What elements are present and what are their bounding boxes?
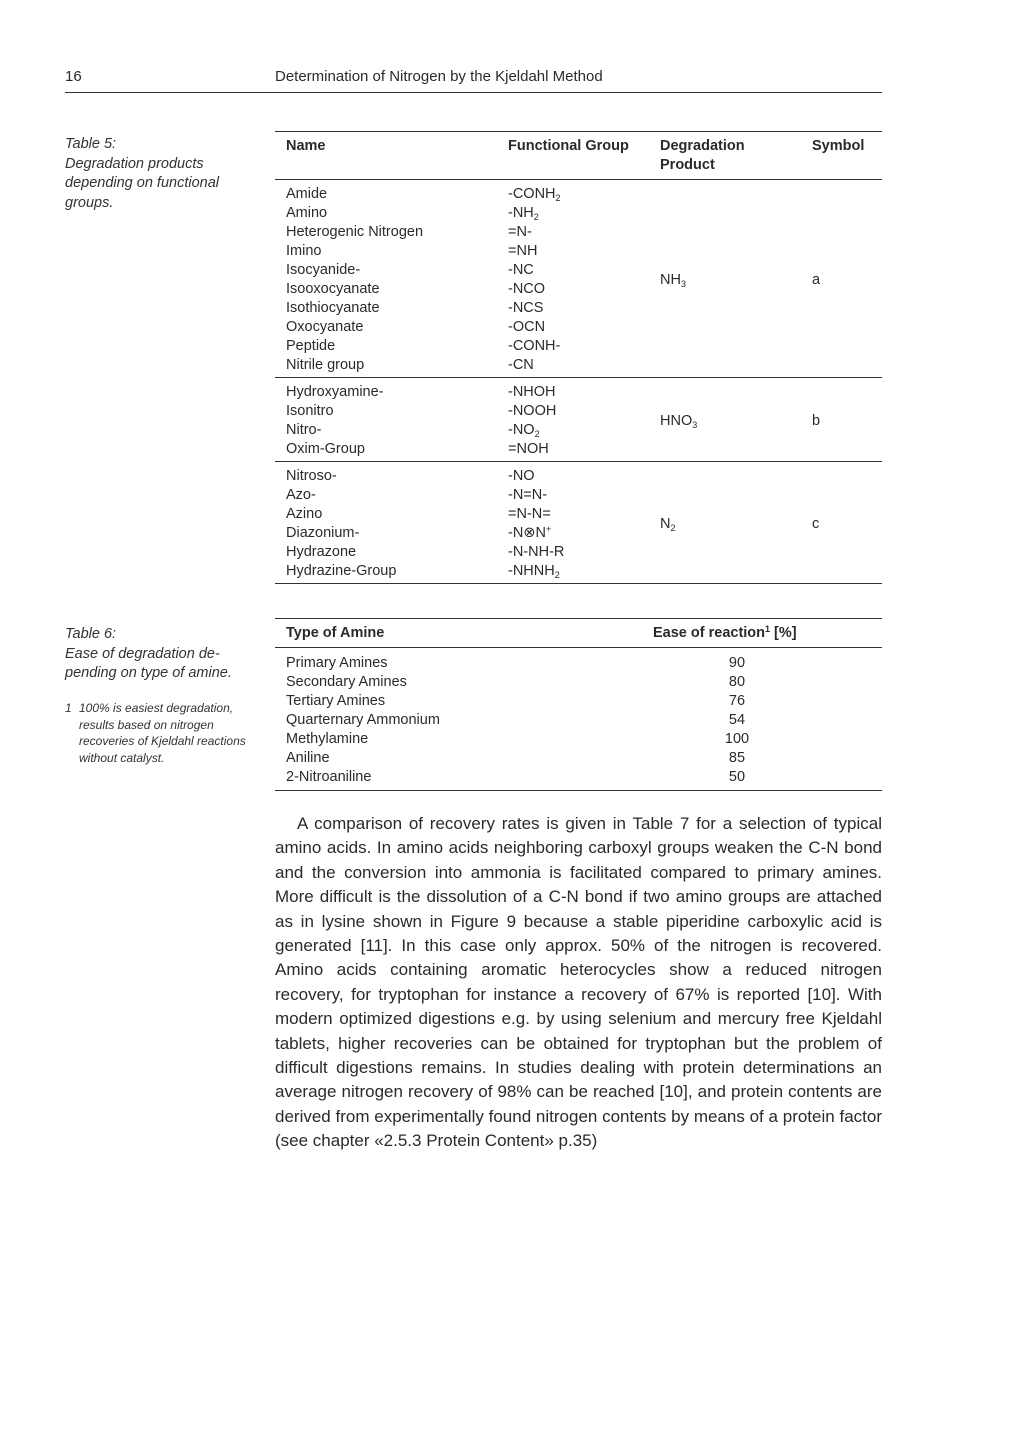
table6-body — [275, 648, 882, 791]
functional-group — [508, 486, 649, 505]
table-header-row — [275, 619, 882, 648]
product-sub: 3 — [680, 278, 686, 289]
compound-name: Isothiocyanate — [286, 300, 380, 316]
formula-main: -NHNH — [508, 563, 555, 579]
table-row — [275, 749, 882, 768]
table-row-group — [275, 378, 882, 462]
functional-group — [508, 280, 649, 299]
formula-main: -CONH — [508, 186, 556, 202]
compound-name: Azo- — [286, 487, 316, 503]
formula-main: -CN — [508, 357, 534, 373]
functional-group-cell — [497, 180, 649, 378]
ease-value: 80 — [728, 674, 746, 690]
formula-main: =N-N= — [508, 506, 551, 522]
table-row — [275, 648, 882, 674]
functional-group — [508, 356, 649, 375]
footnote-line: recoveries of Kjeldahl reactions — [79, 734, 246, 748]
compound-name: Amide — [286, 186, 328, 202]
amine-type: Tertiary Amines — [286, 693, 386, 709]
functional-group — [508, 440, 649, 459]
name-cell — [275, 180, 497, 378]
header-symbol: Symbol — [801, 132, 882, 180]
caption-line: Table 5: — [65, 136, 117, 152]
compound-name: Oxim-Group — [286, 441, 365, 457]
functional-group — [508, 204, 649, 223]
footnote-line: without catalyst. — [79, 750, 165, 765]
ease-value: 54 — [728, 712, 746, 728]
ease-value: 90 — [728, 655, 746, 671]
formula-main: -NCS — [508, 300, 544, 316]
ease-value: 50 — [652, 768, 882, 791]
symbol-cell: a — [801, 180, 882, 378]
compound-name: Peptide — [286, 338, 336, 354]
amine-type: Secondary Amines — [286, 674, 407, 690]
amine-type: Methylamine — [286, 731, 369, 747]
ease-value: 85 — [728, 750, 746, 766]
compound-name: Diazonium- — [286, 525, 360, 541]
functional-group — [508, 402, 649, 421]
ease-value: 100 — [724, 731, 750, 747]
table5-degradation-products — [275, 131, 882, 584]
table-row — [275, 768, 882, 791]
header-degradation-product: Degradation Product — [649, 132, 801, 180]
degradation-product-cell — [649, 378, 801, 462]
product-main: NH — [660, 271, 681, 288]
product-main: HNO — [660, 412, 693, 429]
formula-main: -NH — [508, 205, 534, 221]
formula-sub: 2 — [533, 212, 539, 222]
formula-main: -NHOH — [508, 384, 556, 400]
compound-name: Nitro- — [286, 422, 322, 438]
compound-name: Hydrazine-Group — [286, 563, 397, 579]
functional-group — [508, 261, 649, 280]
footnote-line: results based on nitrogen — [79, 717, 214, 732]
amine-type: Aniline — [286, 750, 330, 766]
compound-name: Imino — [286, 243, 322, 259]
compound-name: Nitroso- — [286, 468, 337, 484]
product-sub: 2 — [670, 522, 676, 533]
table6-caption — [65, 625, 255, 684]
formula-main: -N⊗N — [508, 525, 546, 541]
formula-sub: 2 — [534, 429, 540, 439]
running-title: Determination of Nitrogen by the Kjeldahl Method — [275, 68, 603, 85]
caption-line: depending on functional — [65, 175, 219, 191]
symbol-cell: c — [801, 462, 882, 584]
ease-footnote-ref: 1 — [765, 624, 771, 634]
header-name: Name — [275, 132, 497, 180]
formula-sup: + — [545, 524, 552, 534]
table5-body — [275, 180, 882, 584]
header-type-of-amine: Type of Amine — [275, 619, 652, 648]
name-cell — [275, 462, 497, 584]
amine-type: 2-Nitroaniline — [275, 768, 652, 791]
product-main: N — [660, 515, 671, 532]
functional-group — [508, 318, 649, 337]
compound-name: Azino — [286, 506, 323, 522]
table-header-row — [275, 132, 882, 180]
table-row-group — [275, 462, 882, 584]
table-row — [275, 730, 882, 749]
functional-group — [508, 543, 649, 562]
functional-group — [508, 505, 649, 524]
caption-line: Table 6: — [65, 626, 117, 642]
compound-name: Isocyanide- — [286, 262, 361, 278]
formula-main: -NC — [508, 262, 534, 278]
compound-name: Heterogenic Nitrogen — [286, 224, 424, 240]
table6-ease-of-degradation — [275, 618, 882, 791]
functional-group — [508, 185, 649, 204]
formula-sub: 2 — [554, 570, 560, 580]
caption-line: pending on type of amine. — [65, 665, 232, 681]
ease-value: 76 — [728, 693, 746, 709]
amine-type: Quarternary Ammonium — [286, 712, 440, 728]
table5-caption — [65, 135, 255, 213]
formula-main: -NCO — [508, 281, 546, 297]
formula-main: -OCN — [508, 319, 546, 335]
formula-main: =N- — [508, 224, 532, 240]
table-row — [275, 692, 882, 711]
functional-group — [508, 421, 649, 440]
table-row-group — [275, 180, 882, 378]
page-header — [65, 68, 882, 93]
amine-type: Primary Amines — [286, 655, 388, 671]
ease-unit: [%] — [770, 625, 797, 641]
footnote-number: 1 — [65, 701, 72, 715]
functional-group — [508, 337, 649, 356]
degradation-product-cell — [649, 180, 801, 378]
functional-group — [508, 223, 649, 242]
formula-main: -N-NH-R — [508, 544, 565, 560]
degradation-product-cell — [649, 462, 801, 584]
compound-name: Isooxocyanate — [286, 281, 380, 297]
header-ease-of-reaction — [652, 619, 882, 648]
compound-name: Hydroxyamine- — [286, 384, 384, 400]
table6-footnote — [65, 700, 255, 766]
page-number: 16 — [65, 68, 82, 85]
ease-label: Ease of reaction — [653, 625, 766, 641]
formula-main: =NOH — [508, 441, 549, 457]
functional-group — [508, 383, 649, 402]
body-paragraph: A comparison of recovery rates is given in Table 7 for a selection of typical amino acids. In amino acids neighboring carboxyl groups weaken the C-N bond and the conversion into ammonia is facilitated compared to primary amines. More difficult is the dissolution of a C-N bond if two amino groups are attached as in lysine shown in Figure 9 because a stable piperidine carboxylic acid is generated [11]. In this case only approx. 50% of the nitrogen is recovered. Amino acids containing aromatic heterocycles show a reduced nitrogen recovery, for tryptophan for instance a recovery of 67% is reported [10]. With modern optimized digestions e.g. by using selenium and mercury free Kjeldahl tablets, higher recoveries can be obtained for tryptophan but the problem of difficult digestions remains. In studies dealing with protein determinations an average nitrogen recovery of 98% can be reached [10], and protein contents are derived from experimentally found nitrogen contents by means of a protein factor (see chapter «2.5.3 Protein Content» p.35) — [275, 814, 882, 1151]
functional-group-cell — [497, 462, 649, 584]
formula-main: -NOOH — [508, 403, 557, 419]
formula-main: =NH — [508, 243, 538, 259]
functional-group-cell — [497, 378, 649, 462]
product-sub: 3 — [692, 419, 698, 430]
header-functional-group: Functional Group — [497, 132, 649, 180]
formula-main: -CONH- — [508, 338, 561, 354]
footnote-line: 100% is easiest degradation, — [79, 701, 234, 715]
table-row — [275, 673, 882, 692]
functional-group — [508, 524, 649, 543]
caption-line: groups. — [65, 194, 114, 211]
formula-sub: 2 — [555, 193, 561, 203]
functional-group — [508, 562, 649, 581]
functional-group — [508, 299, 649, 318]
compound-name: Isonitro — [286, 403, 334, 419]
functional-group — [508, 242, 649, 261]
caption-line: Degradation products — [65, 155, 204, 172]
symbol-cell: b — [801, 378, 882, 462]
compound-name: Nitrile group — [286, 357, 365, 373]
formula-main: -N=N- — [508, 487, 548, 503]
compound-name: Oxocyanate — [286, 319, 364, 335]
compound-name: Amino — [286, 205, 328, 221]
caption-line: Ease of degradation de- — [65, 645, 220, 662]
formula-main: -NO — [508, 468, 535, 484]
compound-name: Hydrazone — [286, 544, 357, 560]
name-cell — [275, 378, 497, 462]
functional-group — [508, 467, 649, 486]
table-row — [275, 711, 882, 730]
formula-main: -NO — [508, 422, 535, 438]
